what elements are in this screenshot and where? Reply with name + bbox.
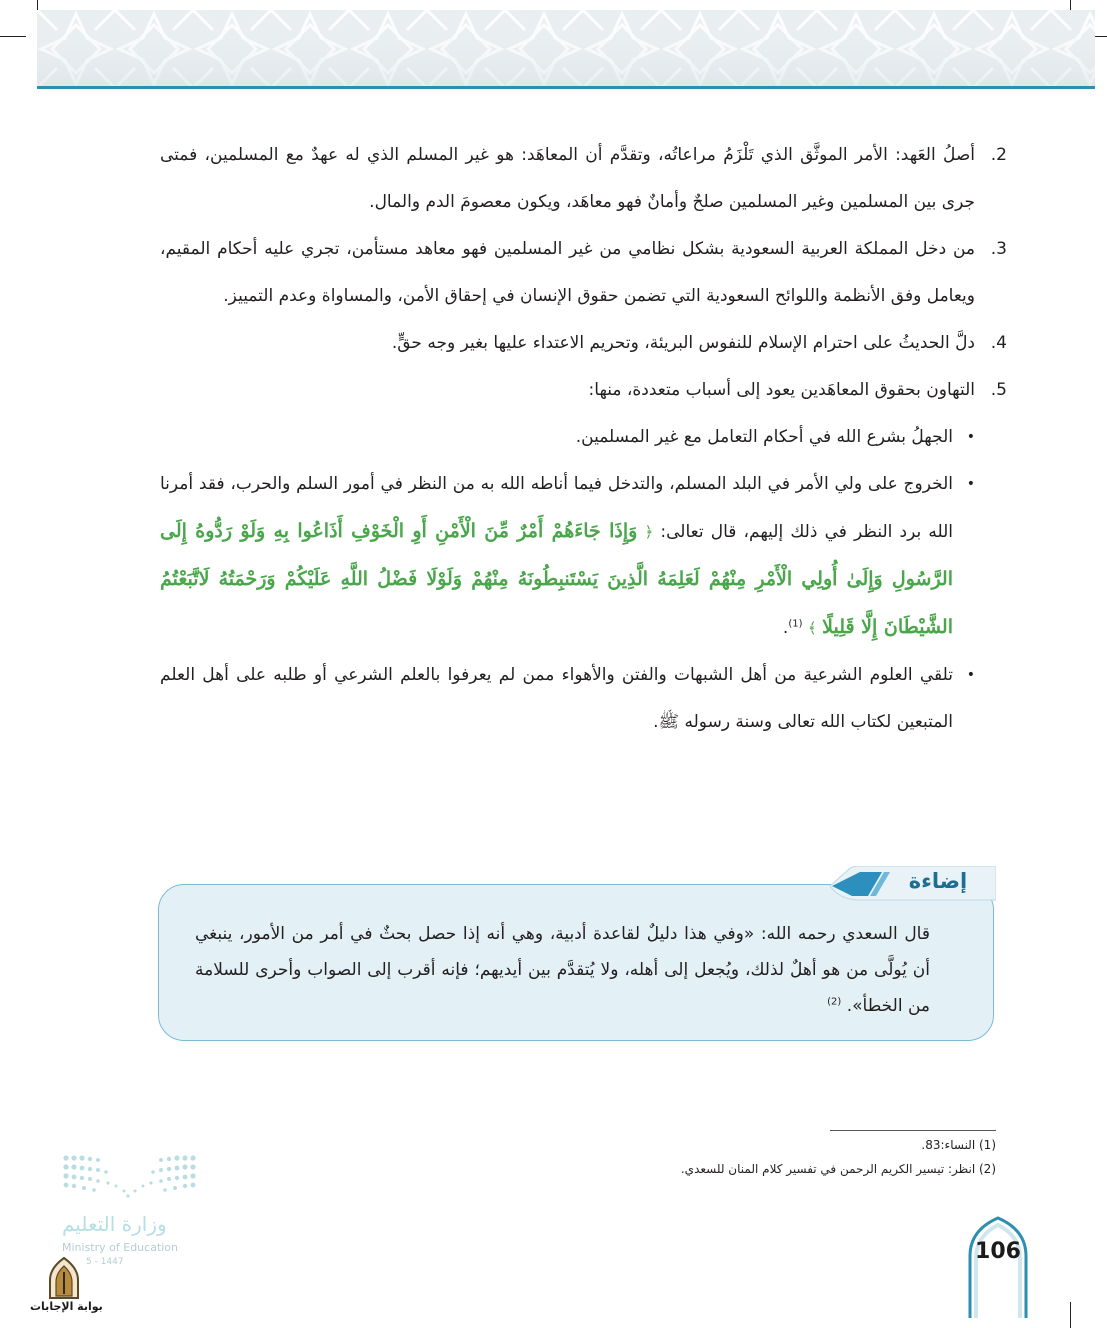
item-text: دلَّ الحديثُ على احترام الإسلام للنفوس البريئة، وتحريم الاعتداء عليها بغير وجه حقٍّ. — [391, 333, 975, 353]
header-rule — [37, 86, 1095, 89]
verse-close-bracket: ﴾ — [807, 619, 817, 637]
ministry-logo-dots — [62, 1154, 197, 1198]
bullet-text: تلقي العلوم الشرعية من أهل الشبهات والفتن والأهواء ممن لم يعرفوا بالعلم الشرعي أو طلبه على أهل العلم المتبعين لكتاب الله تعالى وسنة رسوله ﷺ. — [160, 665, 953, 732]
main-content — [160, 132, 1007, 746]
list-item — [160, 132, 1007, 226]
list-item — [160, 226, 1007, 320]
bullet-item — [160, 414, 975, 461]
idaa-label: إضاءة — [908, 869, 968, 893]
watermark-text: بوابة الإجابات — [30, 1300, 103, 1313]
verse-open-bracket: ﴿ — [644, 523, 654, 541]
footnote: (2) انظر: تيسير الكريم الرحمن في تفسير كلام المنان للسعدي. — [680, 1162, 996, 1176]
crop-mark — [0, 36, 26, 37]
header-band — [37, 10, 1095, 88]
bullet-text: الجهلُ بشرع الله في أحكام التعامل مع غير المسلمين. — [575, 427, 953, 447]
ministry-name-en: Ministry of Education — [62, 1241, 179, 1254]
item-number: .3 — [990, 239, 1007, 259]
item-number: .4 — [990, 333, 1007, 353]
footnote-ref: (2) — [827, 996, 842, 1008]
mosque-icon — [44, 1256, 84, 1300]
header-pattern — [37, 10, 1095, 88]
page-number-badge — [964, 1214, 1032, 1318]
item-number: .5 — [990, 380, 1007, 400]
footnote: (1) النساء:83. — [921, 1138, 996, 1152]
footnote-ref: (1) — [788, 618, 803, 630]
bullet-text: الخروج على ولي الأمر في البلد المسلم، والتدخل فيما أناطه الله به من النظر في أمور السلم والحرب، فقد أمرنا الله برد النظر في ذلك إليهم، قال تعالى: — [160, 474, 953, 542]
idaa-quote: قال السعدي رحمه الله: «وفي هذا دليلٌ لقاعدة أدبية، وهي أنه إذا حصل بحثٌ في أمر من الأمور، ينبغي أن يُولَّى من هو أهلٌ لذلك، ويُجعل إلى أهله، ولا يُتقدَّم بين أيديهم؛ فإنه أقرب إلى الصواب وأحرى للسلامة من الخطأ». — [195, 924, 930, 1016]
list-item — [160, 367, 1007, 414]
bullet-end: . — [782, 618, 789, 638]
bullet-item — [160, 652, 975, 746]
quran-verse: وَإِذَا جَاءَهُمْ أَمْرٌ مِّنَ الْأَمْنِ أَوِ الْخَوْفِ أَذَاعُوا بِهِ وَلَوْ رَدُّوهُ إِلَى الرَّسُولِ وَإِلَىٰ أُولِي الْأَمْرِ مِنْهُمْ لَعَلِمَهُ الَّذِينَ يَسْتَنبِطُونَهُ مِنْهُمْ وَلَوْلَا فَضْلُ اللَّهِ عَلَيْكُمْ وَرَحْمَتُهُ لَاتَّبَعْتُمُ الشَّيْطَانَ إِلَّا قَلِيلًا — [160, 520, 953, 638]
item-text: التهاون بحقوق المعاهَدين يعود إلى أسباب متعددة، منها: — [588, 380, 975, 400]
item-text: من دخل المملكة العربية السعودية بشكل نظامي من غير المسلمين فهو معاهد مستأمن، تجري عليه أحكام المقيم، ويعامل وفق الأنظمة واللوائح السعودية التي تضمن حقوق الإنسان في إحقاق الأمن، والمساواة وعدم التمييز. — [160, 239, 975, 306]
idaa-text — [195, 916, 930, 1024]
page-number: 106 — [975, 1239, 1021, 1264]
crop-mark — [1070, 1302, 1071, 1328]
item-text: أصلُ العَهد: الأمر الموثَّق الذي تَلْزَمُ مراعاتُه، وتقدَّم أن المعاهَد: هو غير المسلم الذي له عهدٌ مع المسلمين، فمتى جرى بين المسلمين وغير المسلمين صلحٌ وأمانٌ فهو معاهَد، ويكون معصومَ الدم والمال. — [160, 145, 975, 212]
bullet-item — [160, 461, 975, 652]
ministry-name-ar: وزارة التعليم — [62, 1212, 167, 1236]
footnote-divider — [830, 1130, 996, 1131]
edition-year: 5 - 1447 — [86, 1257, 124, 1267]
list-item — [160, 320, 1007, 367]
item-number: .2 — [990, 145, 1007, 165]
